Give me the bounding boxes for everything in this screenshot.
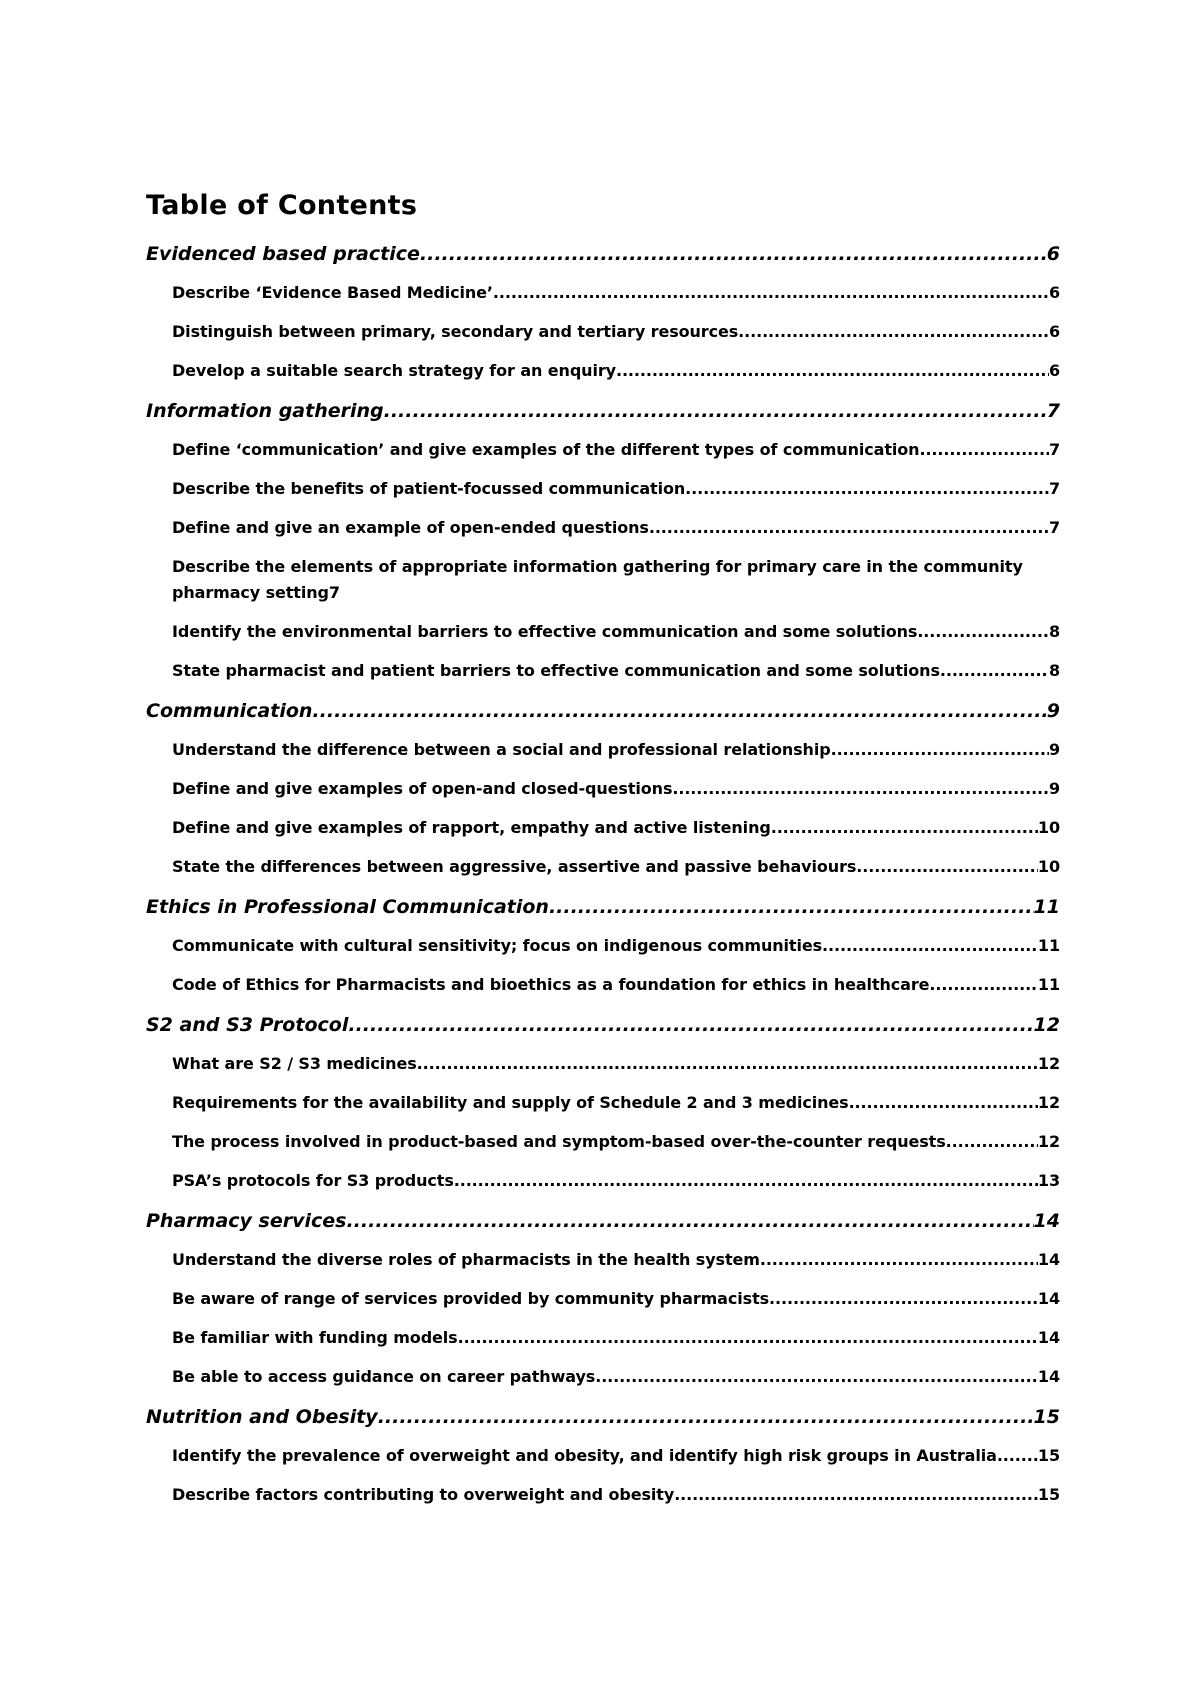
toc-item-text: Be able to access guidance on career pathways (172, 1367, 596, 1386)
toc-heading-text: S2 and S3 Protocol (146, 1014, 349, 1036)
toc-page-number: 15 (1037, 1485, 1060, 1504)
dot-leader (549, 896, 1034, 918)
dot-leader (672, 779, 1049, 798)
toc-page-number: 9 (1048, 740, 1060, 759)
toc-item-text: PSA’s protocols for S3 products (172, 1171, 454, 1190)
toc-title: Table of Contents (146, 190, 418, 221)
table-of-contents (146, 243, 1060, 1524)
toc-item[interactable] (146, 975, 1060, 1014)
toc-item-text: Requirements for the availability and supply of Schedule 2 and 3 medicines (172, 1093, 849, 1112)
dot-leader (856, 857, 1038, 876)
dot-leader (917, 622, 1049, 641)
toc-heading-text: Information gathering (146, 400, 384, 422)
toc-item[interactable] (146, 361, 1060, 400)
dot-leader (674, 1485, 1038, 1504)
toc-page-number: 10 (1037, 818, 1060, 837)
toc-item[interactable] (146, 1250, 1060, 1289)
dot-leader (348, 1014, 1033, 1036)
toc-page-number: 6 (1048, 322, 1060, 341)
toc-page-number: 11 (1037, 936, 1060, 955)
toc-page-number: 8 (1048, 622, 1060, 641)
toc-page-number: 6 (1048, 361, 1060, 380)
toc-page-number: 10 (1037, 857, 1060, 876)
toc-item[interactable] (146, 1485, 1060, 1524)
toc-page-number: 15 (1037, 1446, 1060, 1465)
dot-leader (831, 740, 1049, 759)
dot-leader (378, 1406, 1034, 1428)
toc-heading-text: Ethics in Professional Communication (146, 896, 549, 918)
toc-item[interactable] (146, 479, 1060, 518)
dot-leader (595, 1367, 1038, 1386)
toc-item-text: State pharmacist and patient barriers to effective communication and some solutions (172, 661, 940, 680)
toc-item-text: Define and give an example of open-ended questions (172, 518, 649, 537)
toc-item-text: What are S2 / S3 medicines (172, 1054, 417, 1073)
toc-item-text: Be familiar with funding models (172, 1328, 458, 1347)
toc-page-number: 12 (1033, 1014, 1060, 1036)
toc-page-number: 14 (1033, 1210, 1060, 1232)
dot-leader (828, 936, 1038, 955)
dot-leader (771, 818, 1038, 837)
toc-heading-information-gathering[interactable] (146, 400, 1060, 440)
toc-page-number: 15 (1033, 1406, 1060, 1428)
toc-heading-text: Communication (146, 700, 313, 722)
dot-leader (312, 700, 1046, 722)
toc-page-number: 14 (1037, 1250, 1060, 1269)
toc-page-number: 9 (1046, 700, 1060, 722)
toc-page-number: 8 (1048, 661, 1060, 680)
dot-leader (384, 400, 1047, 422)
dot-leader (940, 661, 1049, 680)
dot-leader (691, 479, 1049, 498)
toc-item-text: Develop a suitable search strategy for an enquiry (172, 361, 616, 380)
toc-page-number: 7 (1048, 440, 1060, 459)
toc-item-text: Code of Ethics for Pharmacists and bioethics as a foundation for ethics in healthcare. (172, 975, 936, 994)
toc-page-number: 7 (328, 583, 340, 602)
toc-heading-text: Pharmacy services (146, 1210, 347, 1232)
dot-leader (346, 1210, 1033, 1232)
toc-heading-pharmacy-services[interactable] (146, 1210, 1060, 1250)
toc-page-number: 7 (1046, 400, 1060, 422)
toc-item[interactable] (146, 283, 1060, 322)
toc-page-number: 11 (1037, 975, 1060, 994)
toc-item[interactable] (146, 1054, 1060, 1093)
toc-item[interactable] (146, 557, 1060, 622)
toc-item[interactable] (146, 936, 1060, 975)
toc-item[interactable] (146, 1132, 1060, 1171)
dot-leader (417, 1054, 1038, 1073)
toc-page-number: 12 (1037, 1132, 1060, 1151)
toc-page-number: 13 (1037, 1171, 1060, 1190)
toc-heading-s2-and-s3-protocol[interactable] (146, 1014, 1060, 1054)
toc-item[interactable] (146, 1446, 1060, 1485)
toc-page-number: 6 (1046, 243, 1060, 265)
dot-leader (952, 1132, 1038, 1151)
toc-item-text: Be aware of range of services provided by community pharmacists (172, 1289, 770, 1308)
toc-page-number: 11 (1033, 896, 1060, 918)
toc-page-number: 9 (1048, 779, 1060, 798)
toc-heading-communication[interactable] (146, 700, 1060, 740)
toc-heading-text: Nutrition and Obesity (146, 1406, 378, 1428)
toc-item-continuation (172, 583, 1060, 622)
toc-page-number: 7 (1048, 479, 1060, 498)
toc-page-number: 14 (1037, 1328, 1060, 1347)
toc-item[interactable] (146, 322, 1060, 361)
dot-leader (935, 975, 1038, 994)
toc-item-text: pharmacy setting (172, 583, 329, 602)
toc-item-text: The process involved in product-based and symptom-based over-the-counter requests. (172, 1132, 952, 1151)
toc-page-number: 14 (1037, 1367, 1060, 1386)
dot-leader (744, 322, 1049, 341)
toc-item[interactable] (146, 440, 1060, 479)
toc-item[interactable] (146, 1171, 1060, 1210)
dot-leader (458, 1328, 1038, 1347)
toc-item-text: Define and give examples of open-and closed-questions (172, 779, 673, 798)
toc-item[interactable] (146, 740, 1060, 779)
dot-leader (649, 518, 1049, 537)
dot-leader (769, 1289, 1038, 1308)
toc-item-text: Describe factors contributing to overweight and obesity (172, 1485, 675, 1504)
toc-item[interactable] (146, 779, 1060, 818)
toc-item-text: Define ‘communication’ and give examples of the different types of communication (172, 440, 920, 459)
toc-item[interactable] (146, 1328, 1060, 1367)
dot-leader (454, 1171, 1038, 1190)
toc-page-number: 14 (1037, 1289, 1060, 1308)
toc-item-text: State the differences between aggressive, assertive and passive behaviours (172, 857, 857, 876)
toc-heading-ethics-in-professional-communication[interactable] (146, 896, 1060, 936)
toc-item[interactable] (146, 518, 1060, 557)
toc-item-text: Describe ‘Evidence Based Medicine’ (172, 283, 493, 302)
dot-leader (616, 361, 1049, 380)
toc-item-text: Communicate with cultural sensitivity; focus on indigenous communities. (172, 936, 829, 955)
dot-leader (760, 1250, 1038, 1269)
toc-item-text: Identify the environmental barriers to effective communication and some solutions (172, 622, 918, 641)
toc-item[interactable] (146, 622, 1060, 661)
toc-page-number: 7 (1048, 518, 1060, 537)
toc-heading-evidenced-based-practice[interactable] (146, 243, 1060, 283)
toc-page-number: 6 (1048, 283, 1060, 302)
toc-item-text: Describe the elements of appropriate information gathering for primary care in the community (172, 557, 1023, 576)
toc-page-number: 12 (1037, 1093, 1060, 1112)
dot-leader (493, 283, 1049, 302)
toc-item-text: Define and give examples of rapport, empathy and active listening (172, 818, 771, 837)
toc-item[interactable] (146, 661, 1060, 700)
toc-heading-text: Evidenced based practice (146, 243, 420, 265)
toc-item-text: Understand the difference between a social and professional relationship (172, 740, 831, 759)
toc-heading-nutrition-and-obesity[interactable] (146, 1406, 1060, 1446)
toc-item-text: Distinguish between primary, secondary and tertiary resources. (172, 322, 745, 341)
toc-item[interactable] (146, 1289, 1060, 1328)
toc-page-number: 12 (1037, 1054, 1060, 1073)
dot-leader (849, 1093, 1038, 1112)
dot-leader (919, 440, 1048, 459)
toc-item[interactable] (146, 818, 1060, 857)
toc-item-text: Understand the diverse roles of pharmacists in the health system (172, 1250, 760, 1269)
dot-leader (420, 243, 1047, 265)
toc-item[interactable] (146, 1093, 1060, 1132)
toc-item-text: Describe the benefits of patient-focussed communication. (172, 479, 692, 498)
toc-item-text: Identify the prevalence of overweight and obesity, and identify high risk groups in Australia (172, 1446, 997, 1465)
toc-item[interactable] (146, 1367, 1060, 1406)
toc-item[interactable] (146, 857, 1060, 896)
dot-leader (997, 1446, 1038, 1465)
